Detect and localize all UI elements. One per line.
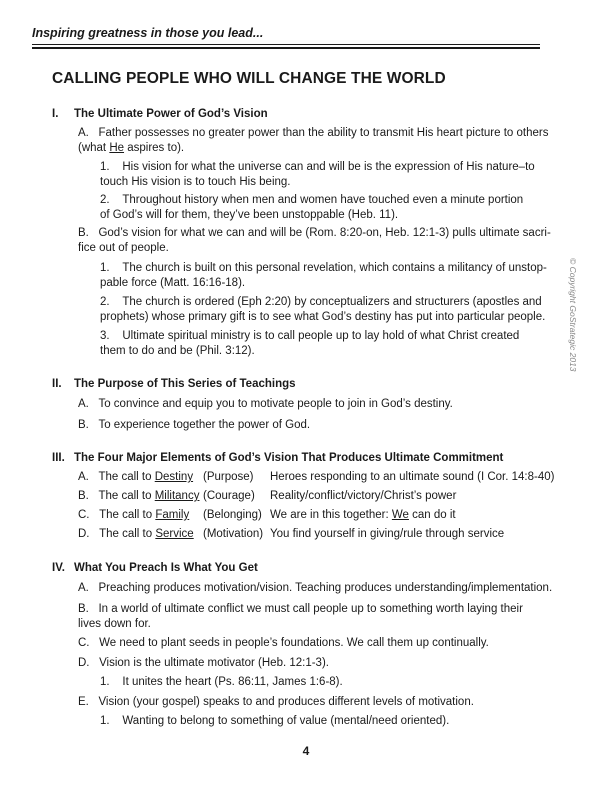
call-desc-A — [270, 471, 554, 483]
item-number: 1. — [100, 715, 110, 727]
call-paren-D: (Motivation) — [203, 528, 264, 540]
item-text: It unites the heart (Ps. 86:11, James 1:6-8). — [122, 676, 343, 688]
item-text: aspires to). — [124, 142, 185, 154]
item-text: The church is ordered (Eph 2:20) by conceptualizers and structurers (apostles and — [122, 296, 542, 308]
header-rule-bottom — [32, 47, 540, 49]
item-text: To experience together the power of God. — [98, 419, 311, 431]
section-number: II. — [52, 378, 62, 390]
item-text: His vision for what the universe can and will be is the expression of His nature–to — [122, 161, 535, 173]
call-prefix: The call to — [98, 490, 155, 502]
item-letter: A. — [78, 471, 89, 483]
desc-underlined: We — [391, 509, 409, 521]
section-title: The Ultimate Power of God’s Vision — [74, 108, 268, 120]
outline-item-4D — [78, 657, 329, 669]
section-title: The Four Major Elements of God’s Vision That Produces Ultimate Commitment — [74, 452, 504, 464]
call-row-C — [78, 509, 189, 521]
desc-text: can do it — [408, 509, 456, 521]
item-text: Father possesses no greater power than the ability to transmit His heart picture to others — [98, 127, 549, 139]
call-word: Militancy — [154, 490, 200, 502]
item-number: 1. — [100, 161, 110, 173]
outline-item-4C — [78, 637, 489, 649]
copyright-notice: © Copyright GoStrategic 2013 — [568, 258, 578, 372]
item-text: (what — [78, 142, 110, 154]
outline-item-1B3-cont: them to do and be (Phil. 3:12). — [100, 345, 255, 357]
outline-item-4D1 — [100, 676, 343, 688]
item-text: Wanting to belong to something of value (mental/need oriented). — [122, 715, 450, 727]
section-number: IV. — [52, 562, 66, 574]
call-word: Service — [155, 528, 194, 540]
outline-item-4B-cont: lives down for. — [78, 618, 151, 630]
outline-item-1B1 — [100, 262, 547, 274]
call-desc-D — [270, 528, 504, 540]
section-title: The Purpose of This Series of Teachings — [74, 378, 296, 390]
desc-text: We are in this together: — [270, 509, 392, 521]
item-number: 3. — [100, 330, 110, 342]
outline-item-1A2-cont: of God’s will for them, they’ve been unstoppable (Heb. 11). — [100, 209, 399, 221]
outline-item-1A1 — [100, 161, 535, 173]
outline-item-1B2 — [100, 296, 542, 308]
outline-item-4E1 — [100, 715, 449, 727]
outline-item-1B2-cont: prophets) whose primary gift is to see what God’s destiny has put into particular people. — [100, 311, 546, 323]
outline-item-1B-cont: fice out of people. — [78, 242, 169, 254]
item-number: 2. — [100, 296, 110, 308]
outline-item-1B1-cont: pable force (Matt. 16:16-18). — [100, 277, 246, 289]
outline-item-2A — [78, 398, 453, 410]
outline-item-4A — [78, 582, 552, 594]
section-heading-2 — [52, 378, 296, 390]
item-number: 1. — [100, 676, 110, 688]
section-number: III. — [52, 452, 65, 464]
item-letter: B. — [78, 419, 89, 431]
section-heading-3 — [52, 452, 503, 464]
running-header: Inspiring greatness in those you lead... — [32, 26, 264, 40]
call-prefix: The call to — [99, 509, 156, 521]
underlined-word: He — [109, 142, 125, 154]
item-letter: B. — [78, 227, 89, 239]
item-number: 2. — [100, 194, 110, 206]
item-text: To convince and equip you to motivate people to join in God’s destiny. — [98, 398, 453, 410]
item-text: Preaching produces motivation/vision. Teaching produces understanding/implementation. — [98, 582, 553, 594]
outline-item-1A2 — [100, 194, 523, 206]
outline-item-1A-cont — [78, 142, 184, 154]
item-letter: C. — [78, 637, 90, 649]
item-letter: D. — [78, 657, 90, 669]
item-letter: D. — [78, 528, 90, 540]
call-prefix: The call to — [98, 471, 155, 483]
item-letter: A. — [78, 127, 89, 139]
item-text: In a world of ultimate conflict we must call people up to something worth laying their — [98, 603, 523, 615]
item-text: We need to plant seeds in people’s foundations. We call them up continually. — [99, 637, 489, 649]
section-title: What You Preach Is What You Get — [74, 562, 258, 574]
section-heading-4 — [52, 562, 258, 574]
desc-text: You find yourself in giving/rule through service — [270, 528, 505, 540]
call-row-B — [78, 490, 199, 502]
item-letter: E. — [78, 696, 89, 708]
item-text: Vision (your gospel) speaks to and produces different levels of motivation. — [98, 696, 474, 708]
header-rule-top — [32, 44, 540, 45]
desc-text: Heroes responding to an ultimate sound (I Cor. 14:8-40) — [270, 471, 555, 483]
item-text: Throughout history when men and women have touched even a minute portion — [122, 194, 524, 206]
item-letter: A. — [78, 398, 89, 410]
call-row-D — [78, 528, 194, 540]
outline-item-2B — [78, 419, 310, 431]
item-letter: B. — [78, 490, 89, 502]
call-row-A — [78, 471, 193, 483]
item-letter: C. — [78, 509, 90, 521]
item-text: God’s vision for what we can and will be (Rom. 8:20-on, Heb. 12:1-3) pulls ultimate sacri- — [98, 227, 551, 239]
call-desc-B — [270, 490, 456, 502]
outline-item-1B3 — [100, 330, 519, 342]
page-number: 4 — [302, 744, 310, 758]
item-letter: B. — [78, 603, 89, 615]
call-word: Family — [155, 509, 190, 521]
outline-item-1A — [78, 127, 548, 139]
call-desc-C — [270, 509, 456, 521]
call-prefix: The call to — [99, 528, 156, 540]
desc-text: Reality/conflict/victory/Christ’s power — [270, 490, 457, 502]
item-number: 1. — [100, 262, 110, 274]
item-text: Ultimate spiritual ministry is to call people up to lay hold of what Christ created — [122, 330, 520, 342]
call-word: Destiny — [154, 471, 194, 483]
page-title: CALLING PEOPLE WHO WILL CHANGE THE WORLD — [52, 70, 446, 87]
item-text: The church is built on this personal revelation, which contains a militancy of unstop- — [122, 262, 547, 274]
outline-item-4E — [78, 696, 474, 708]
item-letter: A. — [78, 582, 89, 594]
call-paren-C: (Belonging) — [203, 509, 262, 521]
outline-item-4B — [78, 603, 523, 615]
section-heading-1 — [52, 108, 268, 120]
outline-item-1B — [78, 227, 551, 239]
call-paren-A: (Purpose) — [203, 471, 254, 483]
call-paren-B: (Courage) — [203, 490, 255, 502]
outline-item-1A1-cont: touch His vision is to touch His being. — [100, 176, 291, 188]
item-text: Vision is the ultimate motivator (Heb. 12:1-3). — [99, 657, 329, 669]
section-number: I. — [52, 108, 59, 120]
